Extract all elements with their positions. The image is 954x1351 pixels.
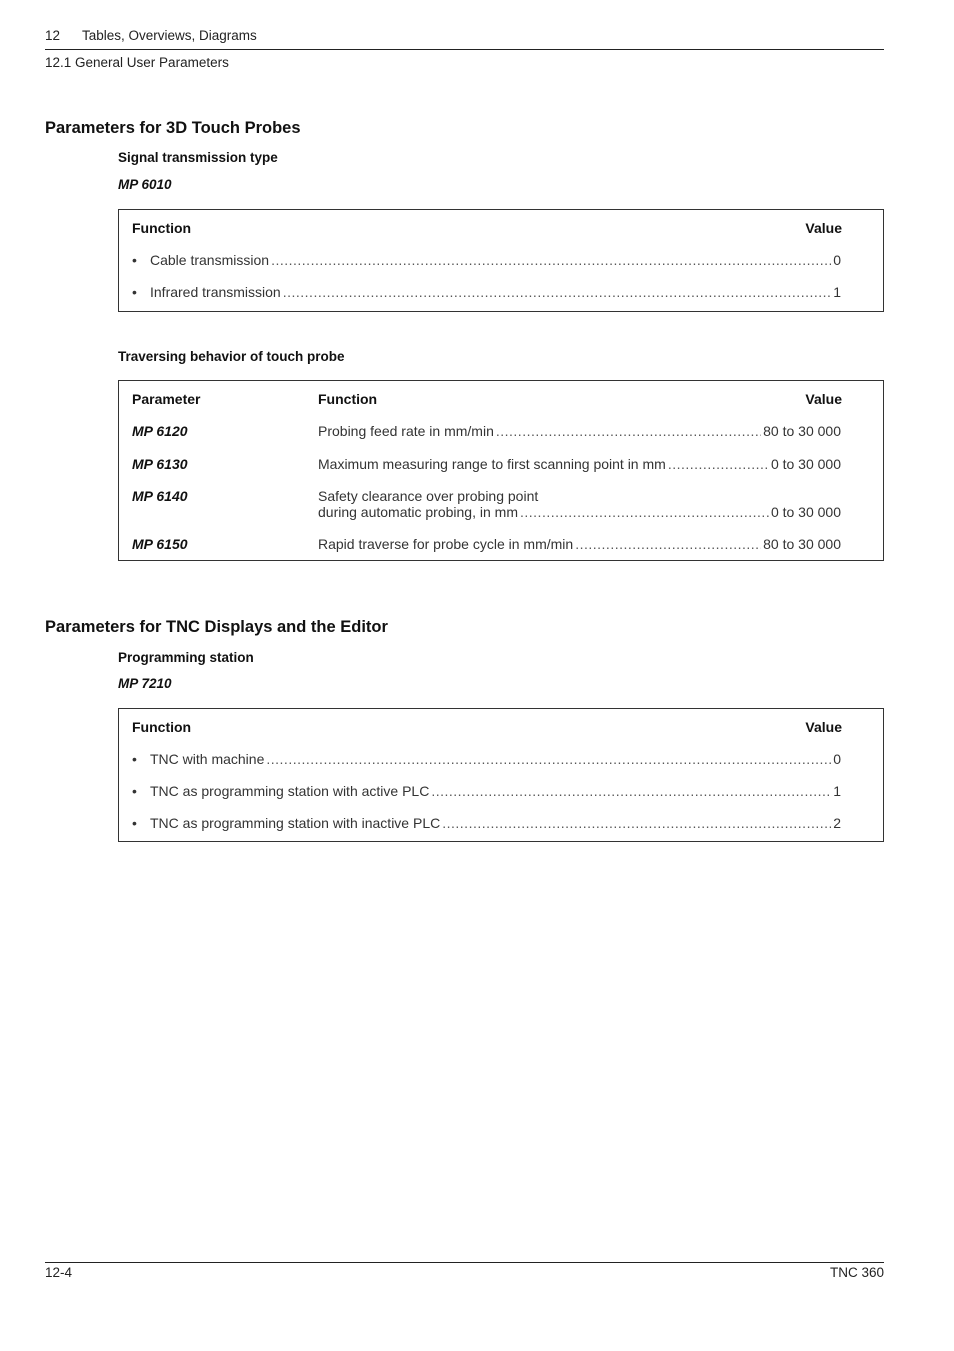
dot-leader <box>283 284 831 300</box>
section-heading-touch-probes: Parameters for 3D Touch Probes <box>45 119 301 137</box>
dot-leader <box>668 456 769 472</box>
subheading-signal-transmission: Signal transmission type <box>118 150 278 165</box>
page-number: 12-4 <box>45 1265 73 1280</box>
bullet: • <box>132 252 137 268</box>
header-rule <box>45 49 884 50</box>
dot-leader <box>431 783 831 799</box>
section-heading-tnc-displays: Parameters for TNC Displays and the Editor <box>45 618 388 636</box>
row-value: 0 to 30 000 <box>770 504 841 520</box>
table-row <box>132 751 841 767</box>
row-value: 1 <box>833 783 841 799</box>
dot-leader <box>496 423 761 439</box>
chapter-title: Tables, Overviews, Diagrams <box>82 28 257 43</box>
row-function: Rapid traverse for probe cycle in mm/min <box>318 536 574 552</box>
column-header-parameter: Parameter <box>132 391 201 407</box>
row-function: Probing feed rate in mm/min <box>318 423 494 439</box>
row-label: TNC as programming station with inactive PLC <box>150 815 441 831</box>
row-value: 80 to 30 000 <box>763 536 841 552</box>
machine-parameter-id: MP 7210 <box>118 676 172 691</box>
row-value: 80 to 30 000 <box>763 423 841 439</box>
bullet: • <box>132 783 137 799</box>
bullet: • <box>132 751 137 767</box>
product-name: TNC 360 <box>829 1265 884 1280</box>
section-title: 12.1 General User Parameters <box>45 55 229 70</box>
chapter-number: 12 <box>45 28 61 43</box>
column-header-function: Function <box>132 719 192 735</box>
row-function: Maximum measuring range to first scanning point in mm <box>318 456 666 472</box>
table-row <box>318 504 841 520</box>
table-row <box>132 815 841 831</box>
table-row <box>318 456 841 472</box>
programming-station-table <box>118 708 884 842</box>
parameter-id: MP 6150 <box>132 536 188 552</box>
column-header-value: Value <box>805 391 842 407</box>
row-label: Cable transmission <box>150 252 270 268</box>
table-row <box>132 252 841 268</box>
parameter-id: MP 6140 <box>132 488 188 504</box>
footer-rule <box>45 1262 884 1263</box>
row-value: 1 <box>833 284 841 300</box>
dot-leader <box>520 504 769 520</box>
row-value: 0 <box>833 751 841 767</box>
column-header-function: Function <box>132 220 192 236</box>
subheading-programming-station: Programming station <box>118 650 254 665</box>
signal-transmission-table <box>118 209 884 312</box>
table-row <box>318 536 841 552</box>
row-value: 2 <box>833 815 841 831</box>
table-row <box>132 783 841 799</box>
column-header-value: Value <box>805 719 842 735</box>
row-value: 0 to 30 000 <box>770 456 841 472</box>
parameter-id: MP 6120 <box>132 423 188 439</box>
subheading-traversing-behavior: Traversing behavior of touch probe <box>118 349 345 364</box>
bullet: • <box>132 284 137 300</box>
table-row <box>318 423 841 439</box>
row-label: TNC as programming station with active PLC <box>150 783 430 799</box>
row-label: TNC with machine <box>150 751 265 767</box>
table-row <box>132 284 841 300</box>
dot-leader <box>442 815 831 831</box>
row-label: Infrared transmission <box>150 284 281 300</box>
column-header-function: Function <box>318 391 378 407</box>
machine-parameter-id: MP 6010 <box>118 177 172 192</box>
bullet: • <box>132 815 137 831</box>
parameter-id: MP 6130 <box>132 456 188 472</box>
row-function-line: Safety clearance over probing point <box>318 488 539 504</box>
dot-leader <box>271 252 831 268</box>
row-value: 0 <box>833 252 841 268</box>
row-function: during automatic probing, in mm <box>318 504 518 520</box>
traversing-behavior-table <box>118 380 884 561</box>
dot-leader <box>266 751 831 767</box>
dot-leader <box>575 536 761 552</box>
column-header-value: Value <box>805 220 842 236</box>
